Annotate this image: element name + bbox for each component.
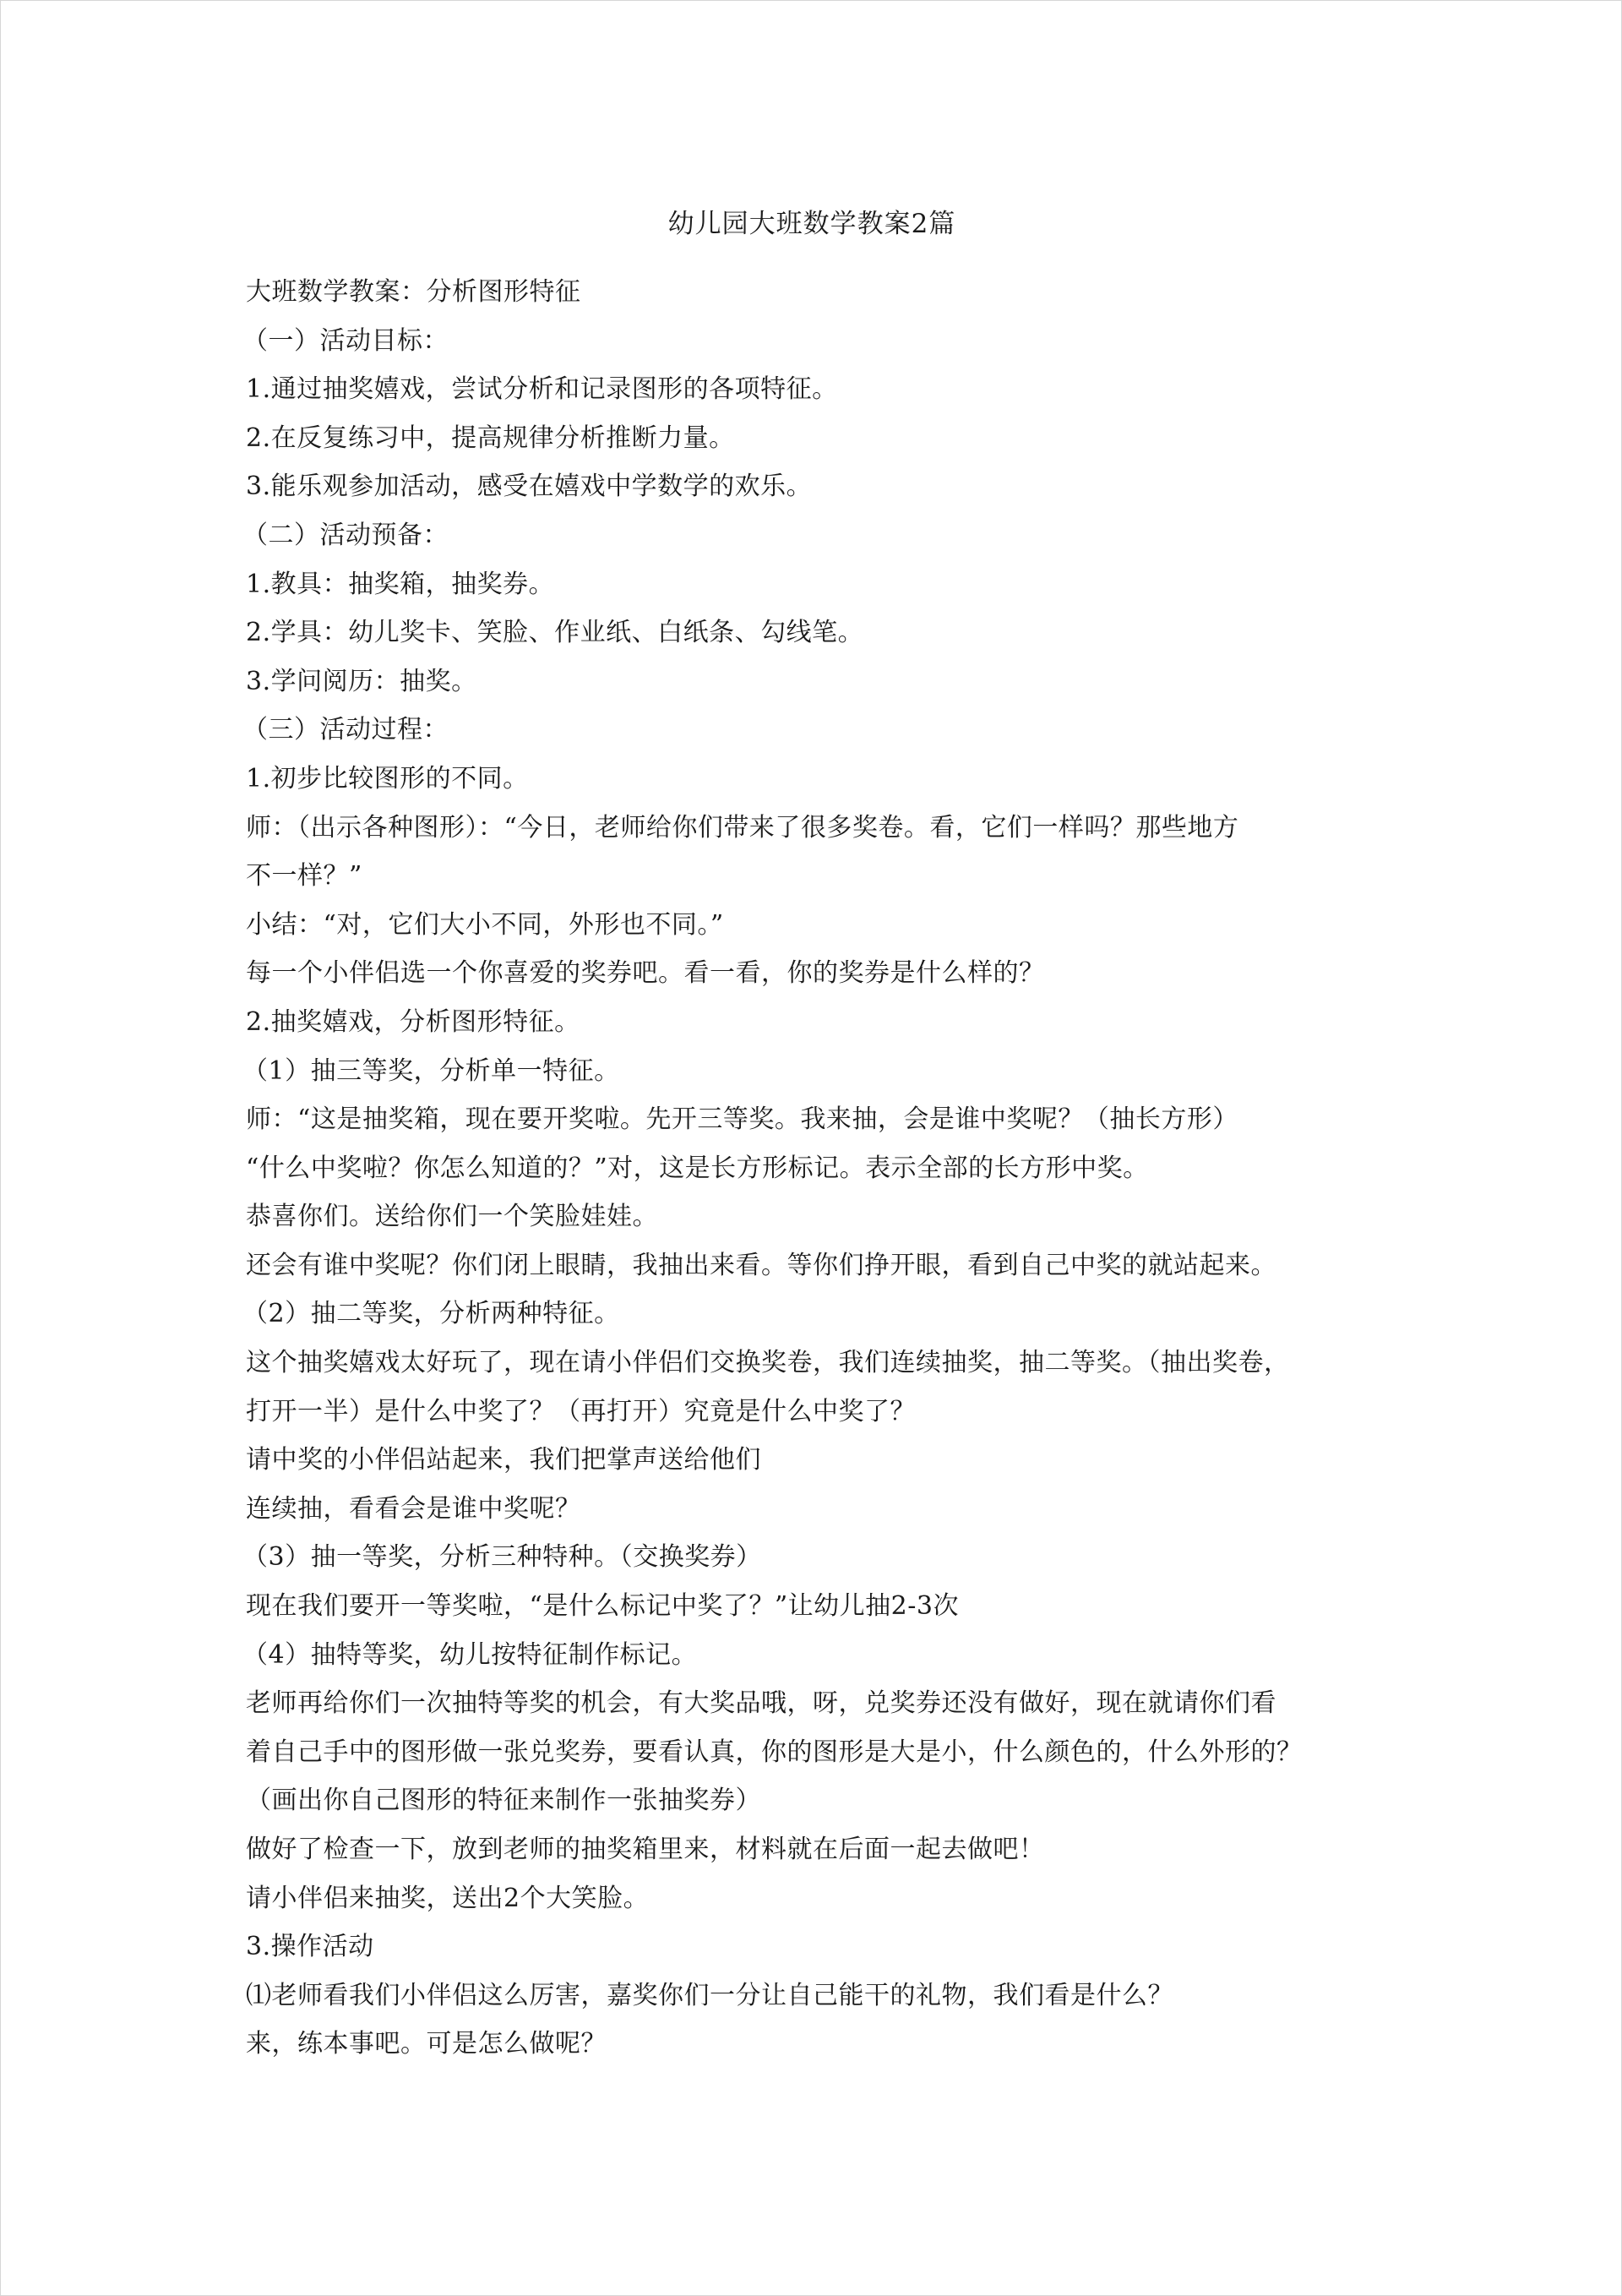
text-line: 1.教具：抽奖箱，抽奖券。 (246, 569, 555, 599)
subsection-heading: （1）抽三等奖，分析单一特征。 (242, 1055, 620, 1086)
subsection-heading: （一）活动目标： (242, 325, 449, 356)
text-line: “什么中奖啦？你怎么知道的？”对，这是长方形标记。表示全部的长方形中奖。 (246, 1153, 1149, 1183)
text-line: 2.抽奖嬉戏，分析图形特征。 (246, 1006, 580, 1037)
text-line: 师：“这是抽奖箱，现在要开奖啦。先开三等奖。我来抽，会是谁中奖呢？（抽长方形） (246, 1104, 1238, 1135)
text-line: 1.通过抽奖嬉戏，尝试分析和记录图形的各项特征。 (246, 374, 838, 405)
subsection-heading: （二）活动预备： (242, 520, 449, 550)
text-line: 恭喜你们。送给你们一个笑脸娃娃。 (246, 1202, 658, 1232)
text-line: 这个抽奖嬉戏太好玩了，现在请小伴侣们交换奖卷，我们连续抽奖，抽二等奖。（抽出奖卷， (246, 1348, 1290, 1378)
text-line: 3.操作活动 (246, 1932, 374, 1962)
text-line: 3.能乐观参加活动，感受在嬉戏中学数学的欢乐。 (246, 472, 813, 502)
text-line: 不一样？” (246, 861, 362, 892)
text-line: 打开一半）是什么中奖了？（再打开）究竟是什么中奖了？ (246, 1396, 916, 1426)
text-line: 2.学具：幼儿奖卡、笑脸、作业纸、白纸条、勾线笔。 (246, 618, 864, 648)
text-line: 来，练本事吧。可是怎么做呢？ (246, 2029, 607, 2059)
text-line: 小结：“对，它们大小不同，外形也不同。” (246, 909, 724, 940)
text-line: 连续抽，看看会是谁中奖呢？ (246, 1493, 581, 1524)
text-line: 还会有谁中奖呢？你们闭上眼睛，我抽出来看。等你们挣开眼，看到自己中奖的就站起来。 (246, 1250, 1276, 1280)
text-line: 2.在反复练习中，提高规律分析推断力量。 (246, 423, 735, 453)
text-line: 3.学问阅历：抽奖。 (246, 666, 477, 696)
text-line: 做好了检查一下，放到老师的抽奖箱里来，材料就在后面一起去做吧！ (246, 1835, 1045, 1864)
text-line: 1.初步比较图形的不同。 (246, 763, 529, 794)
text-line: 着自己手中的图形做一张兑奖券，要看认真，你的图形是大是小，什么颜色的，什么外形的？ (246, 1737, 1303, 1767)
subsection-heading: （三）活动过程： (242, 715, 449, 745)
section-heading: 大班数学教案：分析图形特征 (246, 277, 581, 307)
subsection-heading: （3）抽一等奖，分析三种特种。（交换奖券） (242, 1542, 762, 1573)
text-line: 请中奖的小伴侣站起来，我们把掌声送给他们 (246, 1445, 761, 1475)
text-line: 师：（出示各种图形）：“今日，老师给你们带来了很多奖卷。看，它们一样吗？那些地方 (246, 812, 1239, 843)
text-line: ⑴老师看我们小伴侣这么厉害，嘉奖你们一分让自己能干的礼物，我们看是什么？ (246, 1980, 1173, 2010)
subsection-heading: （4）抽特等奖，幼儿按特征制作标记。 (242, 1639, 698, 1670)
text-line: （画出你自己图形的特征来制作一张抽奖券） (246, 1786, 761, 1816)
document-body (242, 276, 1382, 2077)
document-title: 幼儿园大班数学教案2篇 (667, 209, 956, 239)
subsection-heading: （2）抽二等奖，分析两种特征。 (242, 1299, 620, 1329)
text-line: 每一个小伴侣选一个你喜爱的奖券吧。看一看，你的奖券是什么样的？ (246, 958, 1045, 989)
text-line: 现在我们要开一等奖啦，“是什么标记中奖了？”让幼儿抽2-3次 (246, 1591, 959, 1622)
text-line: 老师再给你们一次抽特等奖的机会，有大奖品哦，呀，兑奖券还没有做好，现在就请你们看 (246, 1688, 1276, 1719)
text-line: 请小伴侣来抽奖，送出2个大笑脸。 (246, 1883, 650, 1913)
